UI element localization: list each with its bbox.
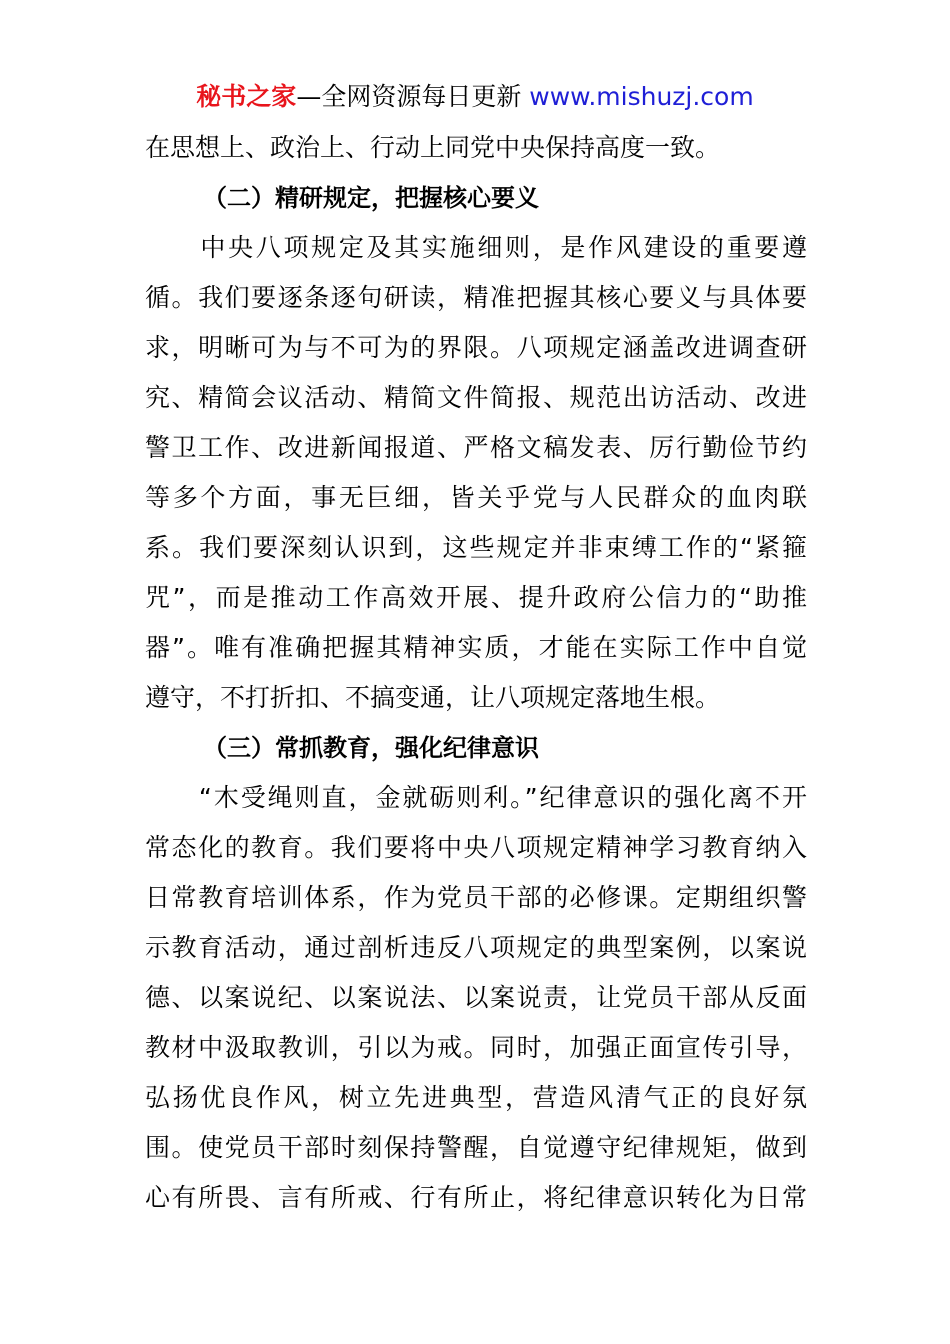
paragraph-line: 日常教育培训体系，作为党员干部的必修课。定期组织警 bbox=[145, 883, 807, 912]
paragraph-line: 遵守，不打折扣、不搞变通，让八项规定落地生根。 bbox=[145, 683, 721, 712]
paragraph-line: 弘扬优良作风，树立先进典型，营造风清气正的良好氛 bbox=[145, 1083, 807, 1112]
paragraph-line: 围。使党员干部时刻保持警醒，自觉遵守纪律规矩，做到 bbox=[145, 1133, 807, 1162]
paragraph-line: 常态化的教育。我们要将中央八项规定精神学习教育纳入 bbox=[145, 833, 807, 862]
document-body bbox=[145, 123, 807, 1223]
paragraph-line: 究、精简会议活动、精简文件简报、规范出访活动、改进 bbox=[145, 383, 807, 412]
paragraph-line: 警卫工作、改进新闻报道、严格文稿发表、厉行勤俭节约 bbox=[145, 433, 807, 462]
paragraph-line: “木受绳则直，金就砺则利。”纪律意识的强化离不开 bbox=[145, 783, 807, 812]
paragraph-line: 系。我们要深刻认识到，这些规定并非束缚工作的“紧箍 bbox=[145, 533, 807, 562]
paragraph-line: 器”。唯有准确把握其精神实质，才能在实际工作中自觉 bbox=[145, 633, 807, 662]
header-tagline: —全网资源每日更新 bbox=[296, 82, 522, 111]
paragraph-line: 循。我们要逐条逐句研读，精准把握其核心要义与具体要 bbox=[145, 283, 807, 312]
paragraph-line: 教材中汲取教训，引以为戒。同时，加强正面宣传引导， bbox=[145, 1033, 807, 1062]
site-header bbox=[0, 80, 950, 114]
paragraph-line: 心有所畏、言有所戒、行有所止，将纪律意识转化为日常 bbox=[145, 1183, 807, 1212]
paragraph-line: 求，明晰可为与不可为的界限。八项规定涵盖改进调查研 bbox=[145, 333, 807, 362]
paragraph-line: 德、以案说纪、以案说法、以案说责，让党员干部从反面 bbox=[145, 983, 807, 1012]
paragraph-line: 咒”，而是推动工作高效开展、提升政府公信力的“助推 bbox=[145, 583, 807, 612]
paragraph-line: 中央八项规定及其实施细则，是作风建设的重要遵 bbox=[145, 233, 807, 262]
paragraph-line: 在思想上、政治上、行动上同党中央保持高度一致。 bbox=[145, 133, 721, 162]
paragraph-line: 示教育活动，通过剖析违反八项规定的典型案例，以案说 bbox=[145, 933, 807, 962]
section-heading: （二）精研规定，把握核心要义 bbox=[203, 184, 539, 212]
section-heading: （三）常抓教育，强化纪律意识 bbox=[203, 734, 539, 762]
paragraph-line: 等多个方面，事无巨细，皆关乎党与人民群众的血肉联 bbox=[145, 483, 807, 512]
site-url[interactable]: www.mishuzj.com bbox=[529, 82, 754, 111]
brand-name: 秘书之家 bbox=[196, 82, 297, 111]
